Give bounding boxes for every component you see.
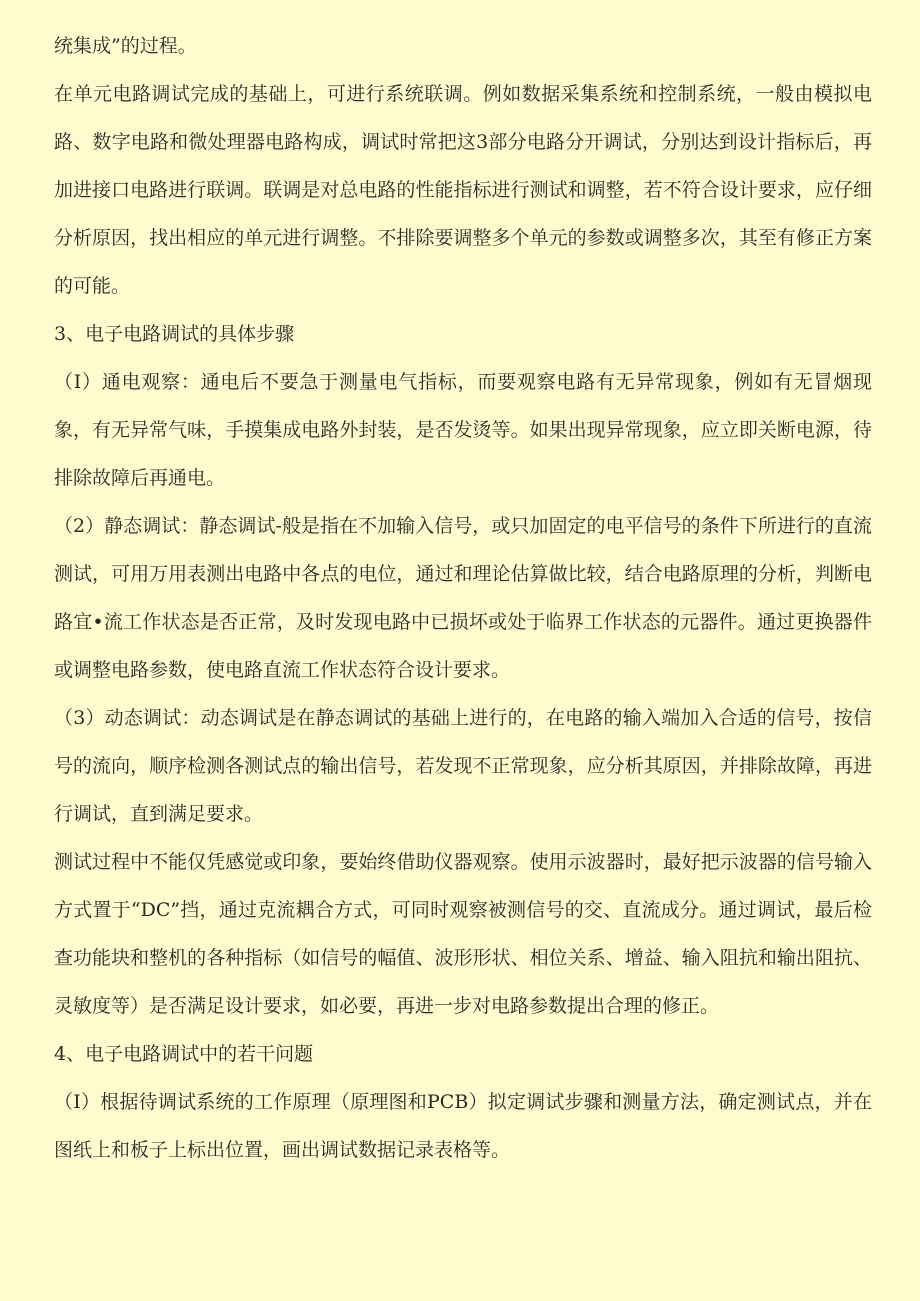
- paragraph-static-debug: （2）静态调试：静态调试-般是指在不加输入信号，或只加固定的电平信号的条件下所进行的直流测试，可用万用表测出电路中各点的电位，通过和理论估算做比较，结合电路原理的分析，判断电路宜•流工作状态是否正常，及时发现电路中已损坏或处于临界工作状态的元器件。通过更换器件或调整电路参数，使电路直流工作状态符合设计要求。: [54, 515, 872, 681]
- paragraph-system-integration: 在单元电路调试完成的基础上，可进行系统联调。例如数据采集系统和控制系统，一般由模拟电路、数字电路和微处理器电路构成，调试时常把这3部分电路分开调试，分别达到设计指标后，再加进接口电路进行联调。联调是对总电路的性能指标进行测试和调整，若不符合设计要求，应仔细分析原因，找出相应的单元进行调整。不排除要调整多个单元的参数或调整多次，其至有修正方案的可能。: [54, 83, 872, 297]
- section-heading-3: 3、电子电路调试的具体步骤: [54, 323, 295, 345]
- paragraph-oscilloscope: 测试过程中不能仅凭感觉或印象，要始终借助仪器观察。使用示波器时，最好把示波器的信号输入方式置于“DC”挡，通过克流耦合方式，可同时观察被测信号的交、直流成分。通过调试，最后检查功能块和整机的各种指标（如信号的幅值、波形形状、相位关系、增益、输入阻抗和输出阻抗、灵敏度等）是否满足设计要求，如必要，再进一步对电路参数提出合理的修正。: [54, 851, 872, 1017]
- paragraph-dynamic-debug: （3）动态调试：动态调试是在静态调试的基础上进行的，在电路的输入端加入合适的信号，按信号的流向，顺序检测各测试点的输出信号，若发现不正常现象，应分析其原因，并排除故障，再进行调试，直到满足要求。: [54, 707, 872, 825]
- section-heading-4: 4、电子电路调试中的若干问题: [54, 1043, 314, 1065]
- paragraph-debug-steps: （I）根据待调试系统的工作原理（原理图和PCB）拟定调试步骤和测量方法，确定测试点，并在图纸上和板子上标出位置，画出调试数据记录表格等。: [54, 1091, 872, 1161]
- paragraph-power-on-observation: （I）通电观察：通电后不要急于测量电气指标，而要观察电路有无异常现象，例如有无冒烟现象，有无异常气味，手摸集成电路外封装，是否发烫等。如果出现异常现象，应立即关断电源，待排除故障后再通电。: [54, 371, 872, 489]
- paragraph-continuation: 统集成”的过程。: [54, 35, 197, 57]
